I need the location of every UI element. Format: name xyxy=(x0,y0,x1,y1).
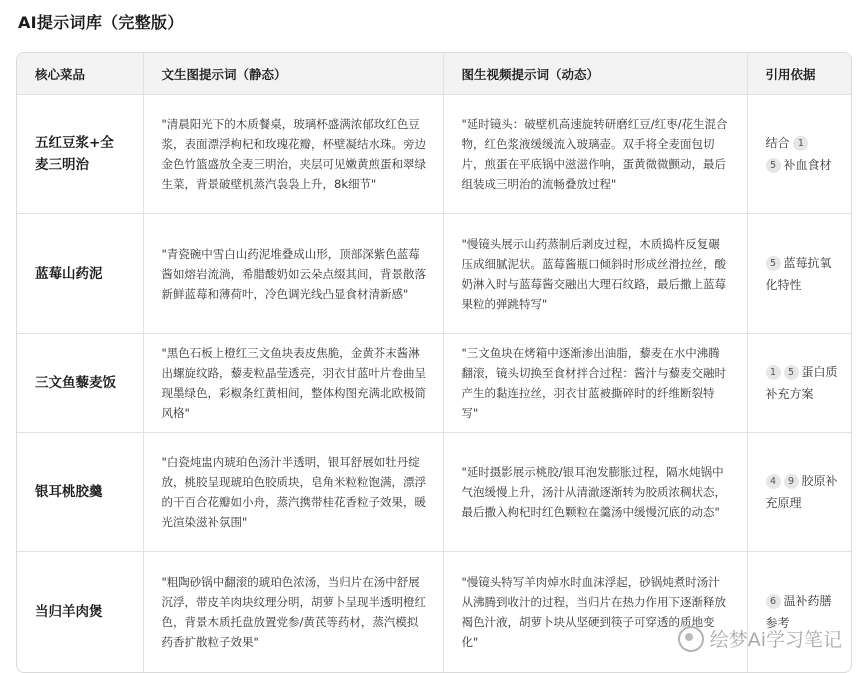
reference-text: 补血食材 xyxy=(783,158,832,172)
page-title: AI提示词库（完整版） xyxy=(18,13,184,32)
dish-cell: 银耳桃胶羹 xyxy=(17,433,143,552)
watermark-logo-icon xyxy=(678,626,704,652)
reference-cell xyxy=(747,214,851,334)
image-prompt-cell: "白瓷炖盅内琥珀色汤汁半透明，银耳舒展如牡丹绽放，桃胶呈现琥珀色胶质块，皂角米粒粒饱满，漂浮的干百合花瓣如小舟，蒸汽携带桂花香粒子效果，暖光渲染滋补氛围" xyxy=(143,433,443,552)
prompt-table xyxy=(16,52,852,673)
reference-text: 蓝莓抗氧化特性 xyxy=(765,255,832,292)
table-row xyxy=(17,433,851,552)
citation-badge[interactable]: 9 xyxy=(784,474,799,489)
citation-badge[interactable]: 6 xyxy=(766,594,781,609)
reference-cell xyxy=(747,95,851,214)
table-row xyxy=(17,334,851,433)
column-header-dish: 核心菜品 xyxy=(17,53,143,95)
reference-cell xyxy=(747,334,851,433)
watermark xyxy=(678,625,842,652)
video-prompt-cell: "延时摄影展示桃胶/银耳泡发膨胀过程，隔水炖锅中气泡缓慢上升，汤汁从清澈逐渐转为胶质浓稠状态，最后撒入枸杞时红色颗粒在羹汤中缓慢沉底的动态" xyxy=(443,433,747,552)
table-row xyxy=(17,552,851,673)
watermark-text: 绘梦Ai学习笔记 xyxy=(709,629,842,651)
video-prompt-cell: "三文鱼块在烤箱中逐渐渗出油脂，藜麦在水中沸腾翻滚，镜头切换至食材拌合过程：酱汁与藜麦交融时产生的黏连拉丝，羽衣甘蓝被撕碎时的纤维断裂特写" xyxy=(443,334,747,433)
video-prompt-cell: "慢镜头展示山药蒸制后剥皮过程，木质捣杵反复碾压成细腻泥状。蓝莓酱瓶口倾斜时形成丝滑拉丝，酸奶淋入时与蓝莓酱交融出大理石纹路，最后撒上蓝莓果粒的弹跳特写" xyxy=(443,214,747,334)
reference-cell xyxy=(747,552,851,673)
column-header-reference: 引用依据 xyxy=(747,53,851,95)
citation-badge[interactable]: 1 xyxy=(766,365,781,380)
reference-text: 温补药膳参考 xyxy=(765,594,832,630)
table-row xyxy=(17,95,851,214)
dish-cell: 蓝莓山药泥 xyxy=(17,214,143,334)
image-prompt-cell: "清晨阳光下的木质餐桌，玻璃杯盛满浓郁玫红色豆浆，表面漂浮枸杞和玫瑰花瓣，杯壁凝结水珠。旁边金色竹篮盛放全麦三明治，夹层可见嫩黄煎蛋和翠绿生菜，背景破壁机蒸汽袅袅上升，8k细节" xyxy=(143,95,443,214)
dish-cell: 三文鱼藜麦饭 xyxy=(17,334,143,433)
column-header-image-prompt: 文生图提示词（静态） xyxy=(143,53,443,95)
video-prompt-cell: "延时镜头：破壁机高速旋转研磨红豆/红枣/花生混合物，红色浆液缓缓流入玻璃壶。双手将全麦面包切片，煎蛋在平底锅中滋滋作响，蛋黄微微颤动，最后组装成三明治的流畅叠放过程" xyxy=(443,95,747,214)
reference-cell xyxy=(747,433,851,552)
column-header-video-prompt: 图生视频提示词（动态） xyxy=(443,53,747,95)
image-prompt-cell: "青瓷碗中雪白山药泥堆叠成山形，顶部深紫色蓝莓酱如熔岩流淌，希腊酸奶如云朵点缀其间，背景散落新鲜蓝莓和薄荷叶，冷色调光线凸显食材清新感" xyxy=(143,214,443,334)
image-prompt-cell: "粗陶砂锅中翻滚的琥珀色浓汤，当归片在汤中舒展沉浮，带皮羊肉块纹理分明，胡萝卜呈现半透明橙红色，背景木质托盘放置党参/黄芪等药材，蒸汽模拟药香扩散粒子效果" xyxy=(143,552,443,673)
reference-text: 蛋白质补充方案 xyxy=(765,365,838,401)
citation-badge[interactable]: 5 xyxy=(766,158,781,173)
reference-text: 胶原补充原理 xyxy=(765,474,838,510)
reference-text: 结合 xyxy=(765,136,790,150)
table-row xyxy=(17,214,851,334)
citation-badge[interactable]: 5 xyxy=(784,365,799,380)
video-prompt-cell: "慢镜头特写羊肉焯水时血沫浮起，砂锅炖煮时汤汁从沸腾到收汁的过程，当归片在热力作用下逐渐释放褐色汁液，胡萝卜块从坚硬到筷子可穿透的质地变化" xyxy=(443,552,747,673)
citation-badge[interactable]: 1 xyxy=(793,136,808,151)
citation-badge[interactable]: 5 xyxy=(766,256,781,271)
dish-cell: 当归羊肉煲 xyxy=(17,552,143,673)
citation-badge[interactable]: 4 xyxy=(766,474,781,489)
table-header-row xyxy=(17,53,851,95)
image-prompt-cell: "黑色石板上橙红三文鱼块表皮焦脆，金黄芥末酱淋出螺旋纹路，藜麦粒晶莹透亮，羽衣甘蓝叶片卷曲呈现墨绿色，彩椒条红黄相间，整体构图充满北欧极简风格" xyxy=(143,334,443,433)
dish-cell: 五红豆浆+全麦三明治 xyxy=(17,95,143,214)
